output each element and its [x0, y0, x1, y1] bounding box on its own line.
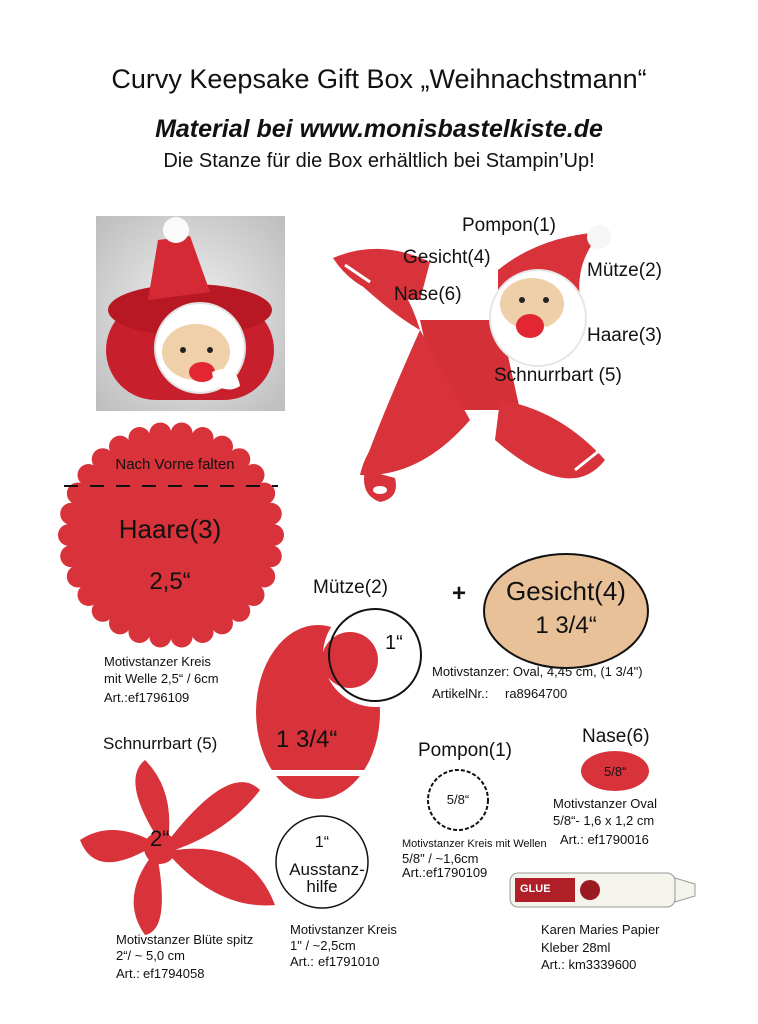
nase-detail: 5/8“- 1,6 x 1,2 cm — [553, 813, 655, 828]
scallop — [260, 545, 282, 567]
pompon-label: Pompon(1) — [418, 740, 512, 761]
scallop — [192, 427, 214, 449]
scallop — [262, 524, 284, 546]
nase-art: Art.: ef1790016 — [560, 832, 649, 847]
gesicht-punch: Motivstanzer: Oval, 4,45 cm, (1 3/4") — [432, 664, 643, 679]
scallop — [192, 621, 214, 643]
nase-label: Nase(6) — [582, 726, 650, 747]
kleber-art: Art.: km3339600 — [541, 957, 637, 972]
scallop — [58, 524, 80, 546]
pompon-art: Art.:ef1790109 — [402, 865, 488, 880]
ausstanz-size: 1“ — [314, 834, 330, 851]
ausstanz-detail: 1" / ~2,5cm — [290, 938, 356, 953]
haare-punch: Motivstanzer Kreis — [104, 654, 211, 669]
gesicht-oval — [484, 554, 648, 668]
scallop — [128, 427, 150, 449]
ausstanz-label-1: Ausstanz- — [289, 860, 365, 879]
pompon-detail: 5/8" / ~1,6cm — [402, 851, 479, 866]
scallop — [211, 612, 233, 634]
kleber-line-1: Karen Maries Papier — [541, 922, 660, 937]
muetze-label: Mütze(2) — [313, 577, 388, 598]
pompon-size: 5/8“ — [446, 792, 470, 807]
scallop — [60, 503, 82, 525]
box-label-pompon: Pompon(1) — [462, 215, 556, 236]
ausstanz-punch: Motivstanzer Kreis — [290, 922, 397, 937]
kleber-line-2: Kleber 28ml — [541, 940, 611, 955]
scallop — [60, 545, 82, 567]
pompon-punch: Motivstanzer Kreis mit Wellen — [402, 838, 547, 850]
nase-punch: Motivstanzer Oval — [553, 796, 658, 811]
ausstanz-art-label: Art.: — [290, 954, 314, 969]
scallop — [128, 621, 150, 643]
subtitle: Die Stanze für die Box erhältlich bei Stampin’Up! — [163, 150, 595, 172]
ausstanz-art: ef1791010 — [318, 954, 380, 969]
gesicht-label: Gesicht(4) — [506, 576, 626, 606]
schnurrbart-art: ef1794058 — [143, 966, 205, 981]
scallop — [260, 503, 282, 525]
schnurrbart-blossom — [80, 760, 275, 935]
schnurrbart-label: Schnurrbart (5) — [103, 734, 218, 753]
haare-detail: mit Welle 2,5“ / 6cm — [104, 671, 219, 686]
material-link[interactable]: Material bei www.monisbastelkiste.de — [155, 115, 603, 143]
haare-size: 2,5“ — [149, 568, 191, 595]
gesicht-art: ra8964700 — [505, 686, 568, 701]
fold-instruction: Nach Vorne falten — [115, 456, 235, 473]
box-label-schnurrbart: Schnurrbart (5) — [494, 365, 622, 386]
scallop — [149, 625, 171, 647]
plus-sign: + — [452, 580, 467, 607]
box-label-haare: Haare(3) — [587, 325, 662, 346]
box-label-nase: Nase(6) — [394, 284, 462, 305]
haare-label: Haare(3) — [118, 514, 222, 544]
gesicht-size: 1 3/4“ — [535, 612, 597, 639]
gesicht-art-label: ArtikelNr.: — [432, 686, 489, 701]
page-title: Curvy Keepsake Gift Box „Weihnachstmann“ — [111, 64, 647, 94]
nase-size: 5/8“ — [604, 764, 627, 779]
scallop — [171, 625, 193, 647]
box-label-muetze: Mütze(2) — [587, 260, 662, 281]
schnurrbart-size: 2“ — [150, 826, 170, 851]
scallop — [149, 423, 171, 445]
scallop — [171, 423, 193, 445]
muetze-size-small: 1“ — [385, 632, 403, 654]
ausstanz-label-2: hilfe — [306, 877, 338, 896]
glue-brand: GLUE — [520, 883, 551, 895]
schnurrbart-detail: 2“/ ~ 5,0 cm — [116, 948, 185, 963]
finished-box-photo — [96, 216, 285, 411]
scallop — [109, 436, 131, 458]
schnurrbart-art-label: Art.: — [116, 966, 140, 981]
haare-art: Art.:ef1796109 — [104, 690, 190, 705]
box-label-gesicht: Gesicht(4) — [403, 247, 491, 268]
schnurrbart-punch: Motivstanzer Blüte spitz — [116, 932, 254, 947]
muetze-size-big: 1 3/4“ — [276, 726, 338, 753]
